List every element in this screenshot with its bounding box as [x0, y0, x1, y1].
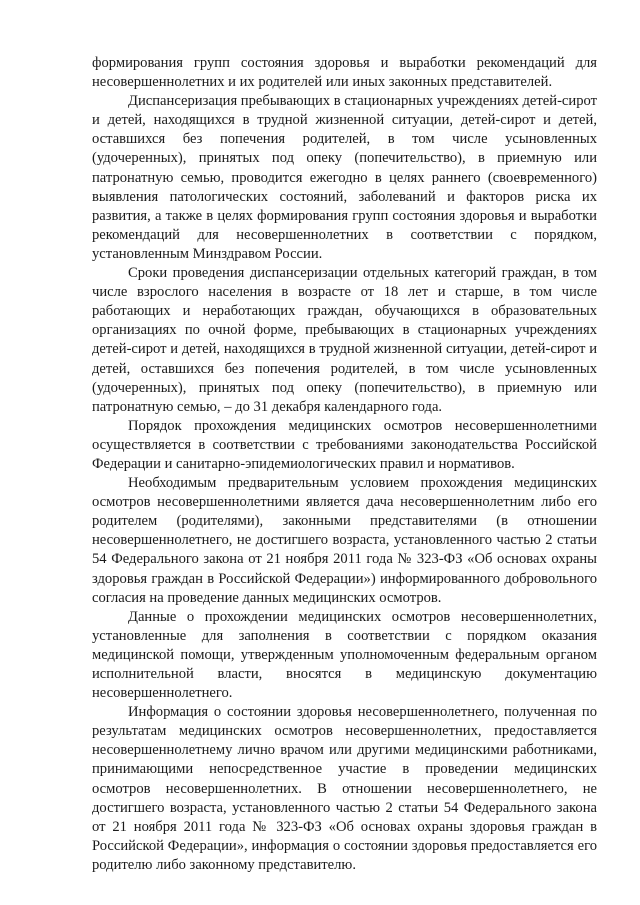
- paragraph-records: Данные о прохождении медицинских осмотров несовершеннолетних, установленные для заполнения в соответствии с порядком оказания медицинской помощи, утвержденным уполномоченным федеральным органом исполнительной власти, вносятся в медицинскую документацию несовершеннолетнего.: [92, 608, 597, 702]
- paragraph-health-info: Информация о состоянии здоровья несовершеннолетнего, полученная по результатам медицинских осмотров несовершеннолетних, предоставляется несовершеннолетнему лично врачом или другими медицинскими работниками, принимающими непосредственное участие в проведении медицинских осмотров несовершеннолетних. В отношении несовершеннолетнего, не достигшего возраста, установленного частью 2 статьи 54 Федерального закона от 21 ноября 2011 года № 323-ФЗ «Об основах охраны здоровья граждан в Российской Федерации», информация о состоянии здоровья предоставляется его родителю либо законному представителю.: [92, 704, 597, 873]
- paragraph-continuation: формирования групп состояния здоровья и выработки рекомендаций для несовершеннолетних и их родителей или иных законных представителей.: [92, 55, 597, 91]
- document-body: [92, 54, 597, 875]
- paragraph-dispanserization: Диспансеризация пребывающих в стационарных учреждениях детей-сирот и детей, находящихся в трудной жизненной ситуации, детей-сирот и детей, оставшихся без попечения родителей, в том числе усыновленных (удочеренных), принятых под опеку (попечительство), в приемную или патронатную семью, проводится ежегодно в целях раннего (своевременного) выявления патологических состояний, заболеваний и факторов риска их развития, а также в целях формирования групп состояния здоровья и выработки рекомендаций для несовершеннолетних в соответствии с порядком, установленным Минздравом России.: [92, 93, 597, 262]
- paragraph-procedure: Порядок прохождения медицинских осмотров несовершеннолетними осуществляется в соответствии с требованиями законодательства Российской Федерации и санитарно-эпидемиологических правил и нормативов.: [92, 417, 597, 472]
- paragraph-consent: Необходимым предварительным условием прохождения медицинских осмотров несовершеннолетними является дача несовершеннолетним либо его родителем (родителями), законными представителями (в отношении несовершеннолетнего, не достигшего возраста, установленного частью 2 статьи 54 Федерального закона от 21 ноября 2011 года № 323-ФЗ «Об основах охраны здоровья граждан в Российской Федерации») информированного добровольного согласия на проведение данных медицинских осмотров.: [92, 475, 597, 606]
- paragraph-deadlines: Сроки проведения диспансеризации отдельных категорий граждан, в том числе взрослого населения в возрасте от 18 лет и старше, в том числе работающих и неработающих граждан, обучающихся в образовательных организациях по очной форме, пребывающих в стационарных учреждениях детей-сирот и детей, находящихся в трудной жизненной ситуации, детей-сирот и детей, оставшихся без попечения родителей, в том числе усыновленных (удочеренных), принятых под опеку (попечительство), в приемную или патронатную семью, – до 31 декабря календарного года.: [92, 265, 597, 415]
